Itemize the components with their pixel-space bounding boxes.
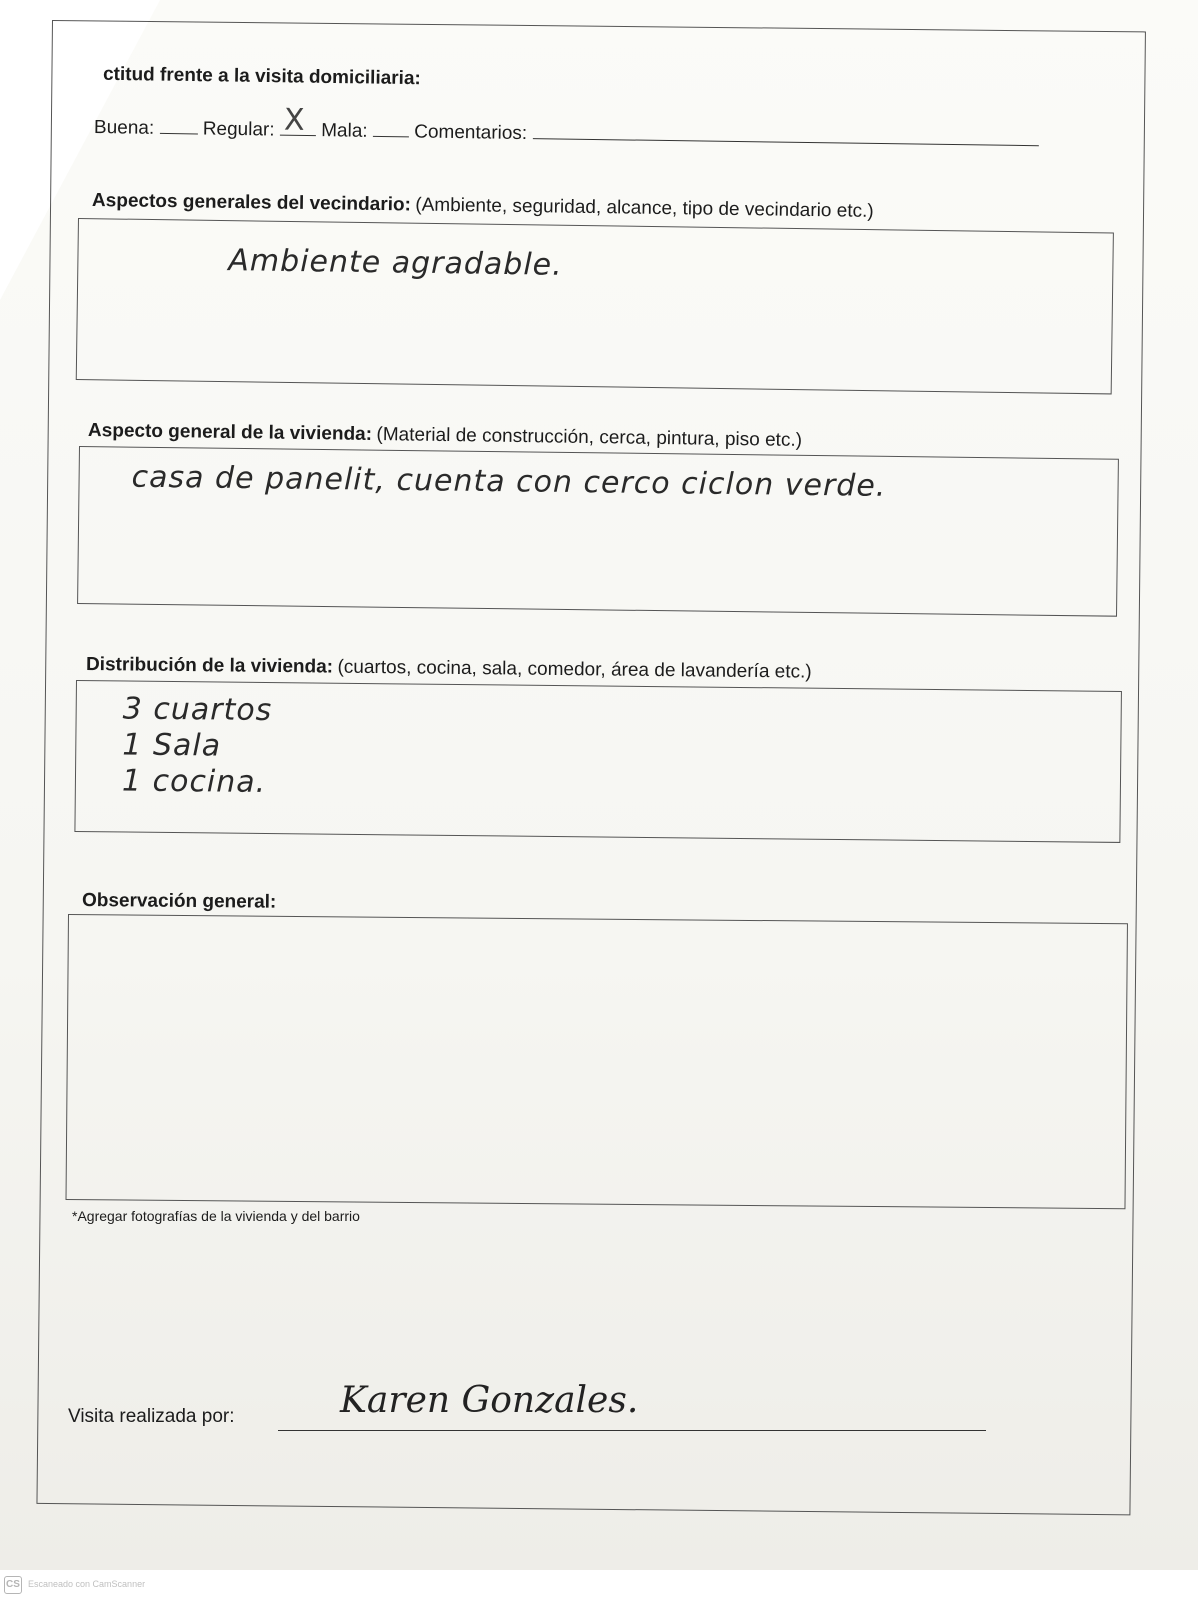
- neighborhood-answer: Ambiente agradable.: [228, 243, 563, 283]
- distribution-answer-line-2: 1 Sala: [122, 727, 222, 764]
- visit-signature: Karen Gonzales.: [340, 1380, 639, 1421]
- scanner-footer: [0, 1570, 1198, 1600]
- visit-label: Visita realizada por:: [68, 1406, 235, 1427]
- scanner-watermark-text: Escaneado con CamScanner: [28, 1579, 146, 1589]
- visit-signature-line[interactable]: [278, 1430, 986, 1431]
- attitude-title: ctitud frente a la visita domiciliaria:: [102, 63, 421, 90]
- regular-label: Regular:: [202, 118, 275, 141]
- mala-blank[interactable]: [373, 120, 409, 138]
- buena-label: Buena:: [93, 117, 155, 139]
- neighborhood-box[interactable]: [76, 218, 1114, 394]
- mala-label: Mala:: [321, 120, 368, 142]
- housing-hint: (Material de construcción, cerca, pintura, piso etc.): [376, 424, 803, 451]
- regular-checkmark: X: [283, 102, 305, 138]
- distribution-box[interactable]: [74, 680, 1122, 843]
- photos-footnote: *Agregar fotografías de la vivienda y del barrio: [72, 1208, 360, 1224]
- camscanner-logo-icon: CS: [4, 1576, 22, 1594]
- neighborhood-hint: (Ambiente, seguridad, alcance, tipo de vecindario etc.): [415, 194, 874, 222]
- neighborhood-title: Aspectos generales del vecindario:: [91, 190, 412, 216]
- distribution-hint: (cuartos, cocina, sala, comedor, área de lavandería etc.): [337, 656, 812, 683]
- housing-box[interactable]: [77, 446, 1119, 617]
- observation-title: Observación general:: [81, 890, 277, 913]
- housing-title: Aspecto general de la vivienda:: [87, 420, 373, 445]
- buena-blank[interactable]: [159, 117, 197, 135]
- distribution-answer-line-1: 3 cuartos: [122, 691, 273, 729]
- comentarios-label: Comentarios:: [414, 121, 528, 145]
- regular-blank[interactable]: [280, 102, 316, 138]
- housing-answer: casa de panelit, cuenta con cerco ciclon verde.: [131, 459, 887, 504]
- observation-box[interactable]: [66, 914, 1128, 1209]
- distribution-answer-line-3: 1 cocina.: [121, 763, 267, 800]
- distribution-title: Distribución de la vivienda:: [85, 654, 334, 678]
